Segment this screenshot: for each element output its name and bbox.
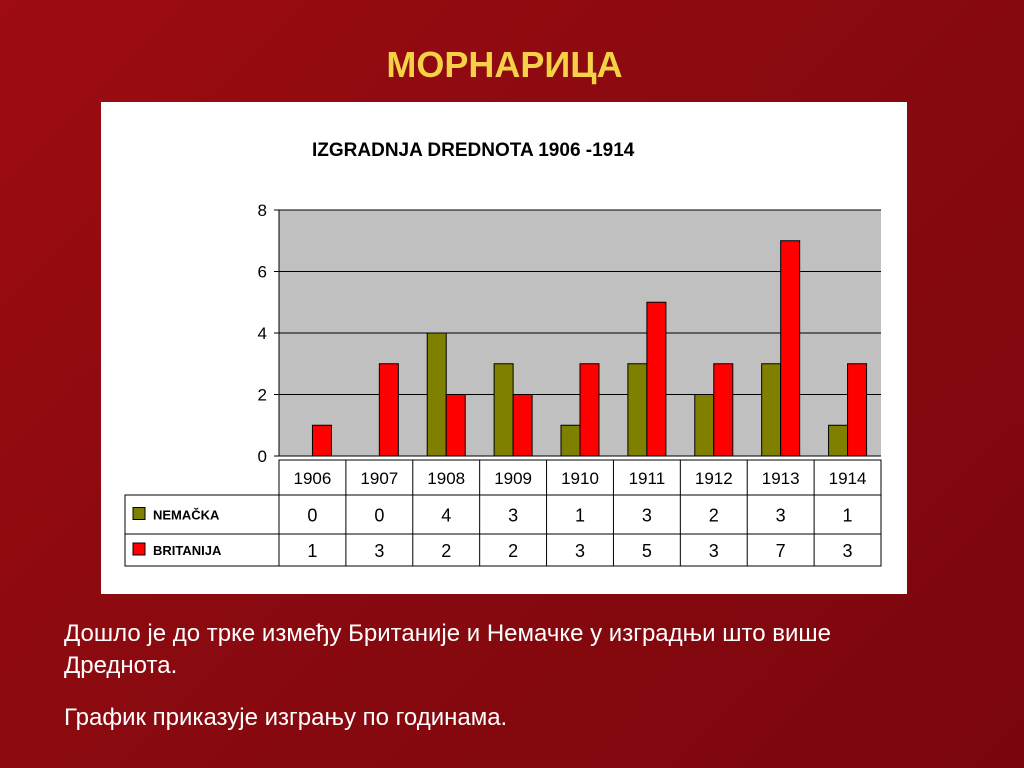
legend-label: BRITANIJA: [153, 543, 222, 558]
bar-britanija-1906: [312, 425, 331, 456]
chart-title: IZGRADNJA DREDNOTA 1906 -1914: [312, 140, 635, 161]
table-value: 1: [842, 505, 853, 526]
bar-britanija-1914: [848, 364, 867, 456]
bar-nemaka-1912: [695, 395, 714, 457]
table-value: 3: [708, 541, 719, 561]
x-category-label: 1912: [694, 469, 733, 488]
bar-britanija-1913: [781, 241, 800, 456]
bar-britanija-1912: [714, 364, 733, 456]
table-value: 3: [574, 541, 586, 561]
bar-britanija-1911: [647, 302, 666, 456]
table-value: 3: [374, 541, 385, 561]
x-category-label: 1911: [628, 469, 666, 488]
x-category-label: 1907: [360, 469, 399, 488]
table-value: 3: [508, 505, 519, 526]
bar-nemaka-1909: [494, 364, 513, 456]
table-value: 7: [775, 541, 786, 561]
y-tick-label: 6: [257, 262, 267, 282]
bar-nemaka-1914: [829, 425, 848, 456]
table-value: 4: [441, 505, 452, 526]
x-category-label: 1910: [561, 469, 599, 488]
y-tick-label: 8: [257, 201, 267, 220]
y-tick-label: 0: [257, 447, 267, 466]
bar-britanija-1910: [580, 364, 599, 456]
slide-paragraph-1: Дошло је до трке између Британије и Немачке у изградњи што више Дреднота.: [64, 620, 831, 679]
table-value: 5: [641, 541, 652, 561]
table-value: 1: [307, 541, 318, 561]
bar-britanija-1909: [513, 395, 532, 457]
table-value: 3: [842, 541, 853, 561]
bar-nemaka-1908: [427, 333, 446, 456]
table-value: 0: [374, 505, 385, 526]
bar-nemaka-1913: [762, 364, 781, 456]
table-value: 2: [441, 541, 452, 561]
table-value: 1: [574, 505, 586, 526]
x-category-label: 1908: [427, 469, 466, 488]
x-category-label: 1909: [494, 469, 533, 488]
table-value: 2: [508, 541, 519, 561]
legend-key-nemaka: [133, 508, 145, 520]
x-category-label: 1914: [828, 469, 867, 488]
table-value: 3: [775, 505, 786, 526]
table-value: 3: [641, 505, 652, 526]
bar-britanija-1908: [446, 395, 465, 457]
y-tick-label: 2: [257, 385, 267, 405]
bar-nemaka-1910: [561, 425, 580, 456]
chart-frame: [101, 102, 907, 594]
legend-label: NEMAČKA: [153, 507, 220, 523]
table-body: [125, 495, 881, 566]
y-tick-label: 4: [257, 324, 267, 343]
table-value: 0: [307, 505, 318, 526]
slide-title: МОРНАРИЦА: [386, 44, 623, 85]
x-category-label: 1906: [293, 469, 332, 488]
legend-key-britanija: [133, 543, 145, 555]
x-category-label: 1913: [761, 469, 800, 488]
slide-paragraph-2: График приказује изгрању по годинама.: [64, 704, 508, 731]
bar-britanija-1907: [379, 364, 398, 456]
table-value: 2: [708, 505, 719, 526]
bar-chart: [101, 102, 907, 594]
bar-nemaka-1911: [628, 364, 647, 456]
